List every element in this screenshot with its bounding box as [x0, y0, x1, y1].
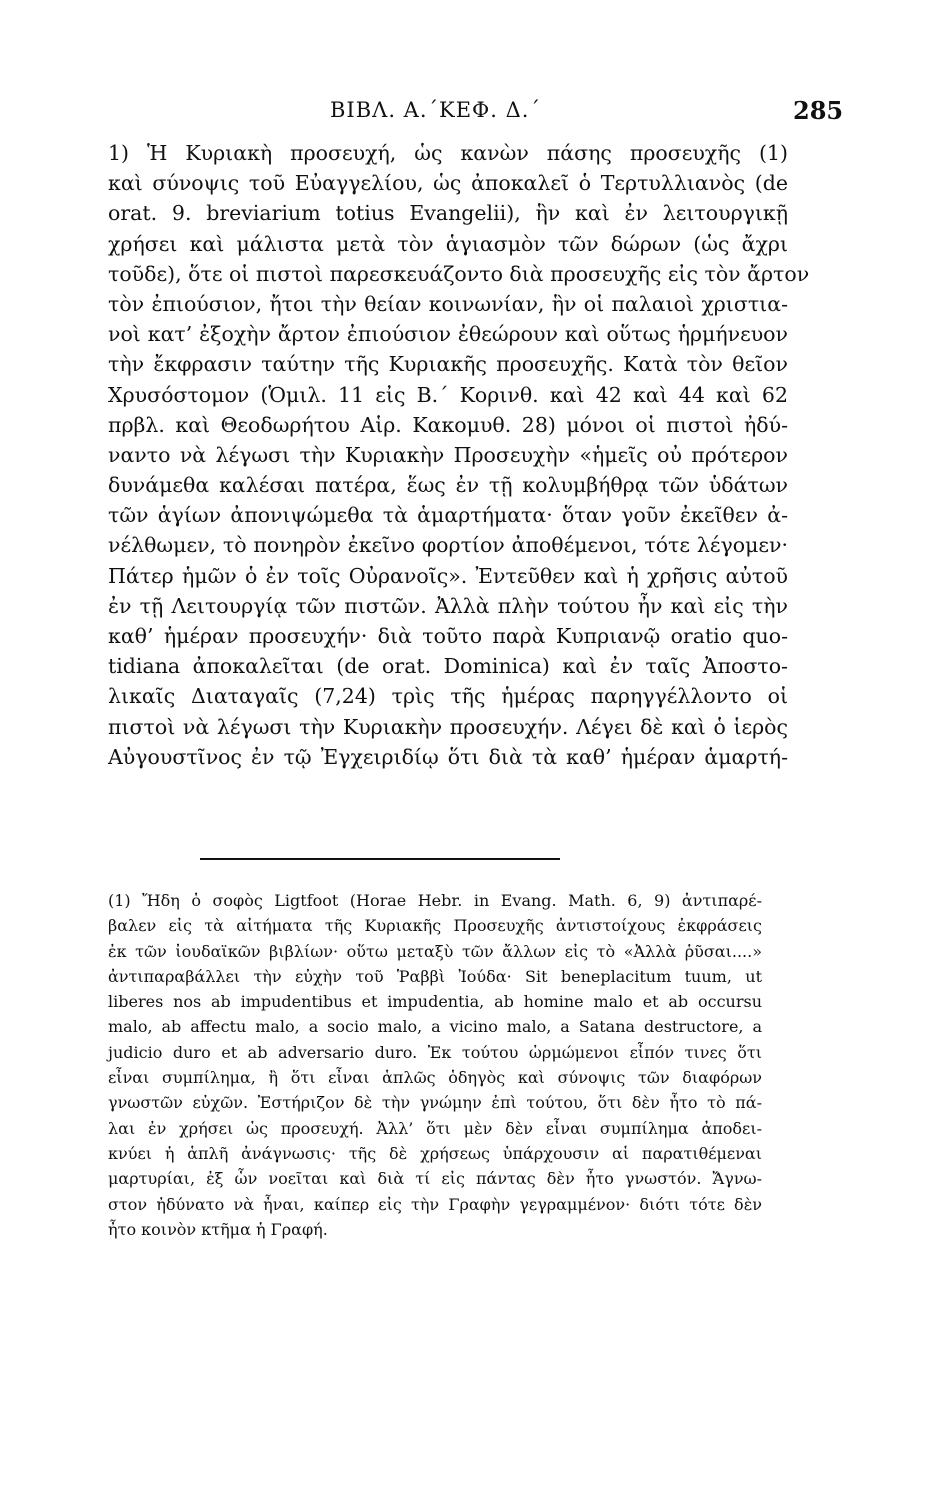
- text-line: τὸν ἐπιούσιον, ἤτοι τὴν θείαν κοινωνίαν, ἣν οἱ παλαιοὶ χριστια-: [108, 291, 788, 316]
- footnote-line: λαι ἐν χρήσει ὡς προσευχή. Ἀλλ’ ὅτι μὲν δὲν εἶναι συμπίλημα ἀποδει-: [108, 1118, 762, 1138]
- text-line: χρήσει καὶ μάλιστα μετὰ τὸν ἁγιασμὸν τῶν δώρων (ὡς ἄχρι: [108, 231, 788, 256]
- footnote-line: ἦτο κοινὸν κτῆμα ἡ Γραφή.: [108, 1219, 328, 1239]
- text-line: Χρυσόστομον (Ὁμιλ. 11 εἰς Β.΄ Κορινθ. καὶ 42 καὶ 44 καὶ 62: [108, 382, 788, 407]
- footnote-line: μαρτυρίαι, ἐξ ὧν νοεῖται καὶ διὰ τί εἰς πάντας δὲν ἦτο γνωστόν. Ἄγνω-: [108, 1169, 762, 1189]
- footnote-line: malo, ab affectu malo, a socio malo, a vicino malo, a Satana destructore, a: [108, 1017, 762, 1037]
- text-line: καθ’ ἡμέραν προσευχήν· διὰ τοῦτο παρὰ Κυπριανῷ oratio quo-: [108, 624, 788, 648]
- footnote-line: κνύει ἡ ἁπλῆ ἀνάγνωσις· τῆς δὲ χρήσεως ὑπάρχουσιν αἱ παρατιθέμεναι: [108, 1143, 762, 1163]
- text-line: Αὐγουστῖνος ἐν τῷ Ἐγχειριδίῳ ὅτι διὰ τὰ καθ’ ἡμέραν ἁμαρτή-: [108, 744, 788, 769]
- text-line: τῶν ἁγίων ἀπονιψώμεθα τὰ ἁμαρτήματα· ὅταν γοῦν ἐκεῖθεν ἀ-: [108, 503, 788, 528]
- footnote-line: liberes nos ab impudentibus et impudentia, ab homine malo et ab occursu: [108, 992, 762, 1012]
- main-text: [108, 138, 810, 772]
- text-line: ἐν τῇ Λειτουργίᾳ τῶν πιστῶν. Ἀλλὰ πλὴν τούτου ἦν καὶ εἰς τὴν: [108, 593, 788, 618]
- footnote-line: στον ἠδύνατο νὰ ἦναι, καίπερ εἰς τὴν Γραφὴν γεγραμμένον· διότι τότε δὲν: [108, 1194, 762, 1214]
- text-line: λικαῖς Διαταγαῖς (7,24) τρὶς τῆς ἡμέρας παρηγγέλλοντο οἱ: [108, 684, 788, 709]
- footnote-line: ἀντιπαραβάλλει τὴν εὐχὴν τοῦ Ῥαββὶ Ἰούδα· Sit beneplacitum tuum, ut: [108, 966, 762, 986]
- text-line: ναντο νὰ λέγωσι τὴν Κυριακὴν Προσευχὴν «ἡμεῖς οὐ πρότερον: [108, 442, 788, 467]
- text-line: 1) Ἡ Κυριακὴ προσευχή, ὡς κανὼν πάσης προσευχῆς (1): [108, 141, 788, 165]
- footnote-line: (1) Ἤδη ὁ σοφὸς Ligtfoot (Horae Hebr. in Evang. Math. 6, 9) ἀντιπαρέ-: [108, 891, 762, 910]
- footnote-line: βαλεν εἰς τὰ αἰτήματα τῆς Κυριακῆς Προσευχῆς ἀντιστοίχους ἐκφράσεις: [108, 916, 762, 936]
- running-header: [0, 96, 928, 126]
- footnotes: [108, 888, 762, 1242]
- running-title: ΒΙΒΛ. Α.΄ΚΕΦ. Δ.΄: [330, 98, 541, 122]
- text-line: νοὶ κατ’ ἐξοχὴν ἄρτον ἐπιούσιον ἐθεώρουν καὶ οὕτως ἡρμήνευον: [108, 322, 788, 347]
- text-line: δυνάμεθα καλέσαι πατέρα, ἕως ἐν τῇ κολυμβήθρᾳ τῶν ὑδάτων: [108, 473, 788, 498]
- footnote-divider: [200, 858, 560, 860]
- text-line: τὴν ἔκφρασιν ταύτην τῆς Κυριακῆς προσευχῆς. Κατὰ τὸν θεῖον: [108, 352, 788, 377]
- footnote-line: ἐκ τῶν ἰουδαϊκῶν βιβλίων· οὕτω μεταξὺ τῶν ἄλλων εἰς τὸ «Ἀλλὰ ῥῦσαι....»: [108, 941, 762, 961]
- text-line: καὶ σύνοψις τοῦ Εὐαγγελίου, ὡς ἀποκαλεῖ ὁ Τερτυλλιανὸς (de: [108, 171, 788, 196]
- text-line: πιστοὶ νὰ λέγωσι τὴν Κυριακὴν προσευχήν. Λέγει δὲ καὶ ὁ ἱερὸς: [108, 714, 788, 739]
- footnote-line: judicio duro et ab adversario duro. Ἐκ τούτου ὡρμώμενοι εἶπόν τινες ὅτι: [108, 1042, 762, 1062]
- text-line: tidiana ἀποκαλεῖται (de orat. Dominica) καὶ ἐν ταῖς Ἀποστο-: [108, 654, 788, 679]
- footnote-line: εἶναι συμπίλημα, ἢ ὅτι εἶναι ἁπλῶς ὁδηγὸς καὶ σύνοψις τῶν διαφόρων: [108, 1068, 762, 1088]
- text-line: Πάτερ ἡμῶν ὁ ἐν τοῖς Οὐρανοῖς». Ἐντεῦθεν καὶ ἡ χρῆσις αὐτοῦ: [108, 563, 788, 588]
- text-line: πρβλ. καὶ Θεοδωρήτου Αἱρ. Κακομυθ. 28) μόνοι οἱ πιστοὶ ἠδύ-: [108, 412, 788, 437]
- text-line: νέλθωμεν, τὸ πονηρὸν ἐκεῖνο φορτίον ἀποθέμενοι, τότε λέγομεν·: [108, 533, 788, 558]
- text-line: orat. 9. breviarium totius Evangelii), ἣν καὶ ἐν λειτουργικῇ: [108, 201, 788, 226]
- text-line: τοῦδε), ὅτε οἱ πιστοὶ παρεσκευάζοντο διὰ προσευχῆς εἰς τὸν ἄρτον: [108, 261, 810, 286]
- footnote-line: γνωστῶν εὐχῶν. Ἐστήριζον δὲ τὴν γνώμην ἐπὶ τούτου, ὅτι δὲν ἦτο τὸ πά-: [108, 1093, 762, 1113]
- page-number: 285: [793, 96, 844, 125]
